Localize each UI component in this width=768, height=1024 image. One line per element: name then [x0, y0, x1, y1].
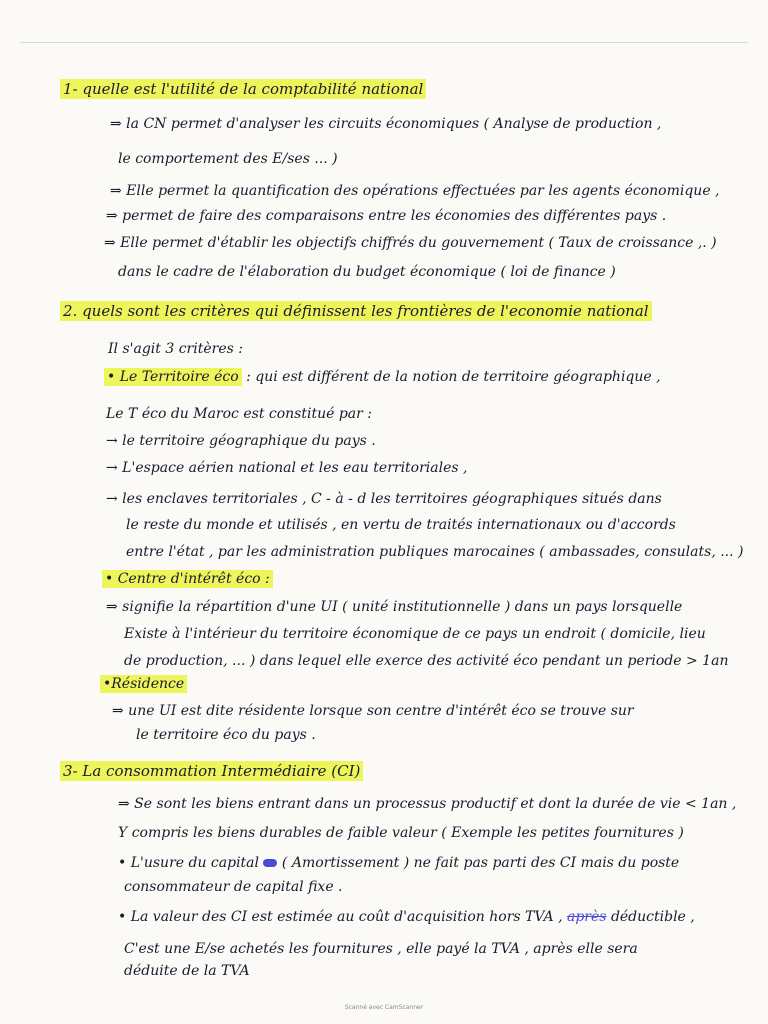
s2-line-11: le territoire éco du pays . [136, 727, 316, 743]
s2-line-6: entre l'état , par les administration publiques marocaines ( ambassades, consulats, ... ) [126, 544, 744, 560]
s2-line-1: Le T éco du Maroc est constitué par : [106, 406, 373, 422]
s3-line-5: • La valeur des CI est estimée au coût d'acquisition hors TVA , après déductible , [118, 909, 695, 925]
s2-criterion-2: • Centre d'intérêt éco : [102, 570, 273, 588]
page-top-line [20, 42, 748, 43]
section-2-title: 2. quels sont les critères qui définissent les frontières de l'economie national [60, 302, 652, 320]
s2-intro: Il s'agit 3 critères : [108, 341, 243, 357]
s3-line-6: C'est une E/se achetés les fournitures , elle payé la TVA , après elle sera [124, 941, 638, 957]
s3-line-4: consommateur de capital fixe . [124, 879, 343, 895]
s1-line-5: ⇒ Elle permet d'établir les objectifs chiffrés du gouvernement ( Taux de croissance ,. ) [104, 235, 717, 251]
s2-criterion-3: •Résidence [100, 675, 187, 693]
section-1-title: 1- quelle est l'utilité de la comptabilité national [60, 80, 426, 98]
s2-criterion-1: • Le Territoire éco : qui est différent de la notion de territoire géographique , [104, 368, 661, 386]
s2-line-3: → L'espace aérien national et les eau territoriales , [106, 460, 468, 476]
s3-line-1: ⇒ Se sont les biens entrant dans un processus productif et dont la durée de vie < 1an , [118, 796, 737, 812]
section-3-title: 3- La consommation Intermédiaire (CI) [60, 762, 363, 780]
s3-line-3: • L'usure du capital ( Amortissement ) ne fait pas parti des CI mais du poste [118, 855, 680, 871]
s2-line-9: de production, ... ) dans lequel elle exerce des activité éco pendant un periode > 1an [124, 653, 729, 669]
s2-line-2: → le territoire géographique du pays . [106, 433, 376, 449]
crossed-out-word: après [567, 909, 607, 925]
s2-line-8: Existe à l'intérieur du territoire économique de ce pays un endroit ( domicile, lieu [124, 626, 706, 642]
scan-footer: Scanné avec CamScanner [344, 1004, 424, 1011]
s2-line-4: → les enclaves territoriales , C - à - d les territoires géographiques situés dans [106, 491, 662, 507]
s2-line-5: le reste du monde et utilisés , en vertu de traités internationaux ou d'accords [126, 517, 676, 533]
s3-line-2: Y compris les biens durables de faible valeur ( Exemple les petites fournitures ) [118, 825, 684, 841]
s2-line-7: ⇒ signifie la répartition d'une UI ( unité institutionnelle ) dans un pays lorsquelle [106, 599, 683, 615]
s2-line-10: ⇒ une UI est dite résidente lorsque son centre d'intérêt éco se trouve sur [112, 703, 634, 719]
s1-line-6: dans le cadre de l'élaboration du budget économique ( loi de finance ) [118, 264, 616, 280]
s3-line-7: déduite de la TVA [124, 963, 250, 979]
s1-line-1: ⇒ la CN permet d'analyser les circuits économiques ( Analyse de production , [110, 116, 662, 132]
s1-line-4: ⇒ permet de faire des comparaisons entre les économies des différentes pays . [106, 208, 667, 224]
s1-line-3: ⇒ Elle permet la quantification des opérations effectuées par les agents économique , [110, 183, 720, 199]
ink-blot [263, 859, 277, 867]
s1-line-2: le comportement des E/ses ... ) [118, 151, 338, 167]
